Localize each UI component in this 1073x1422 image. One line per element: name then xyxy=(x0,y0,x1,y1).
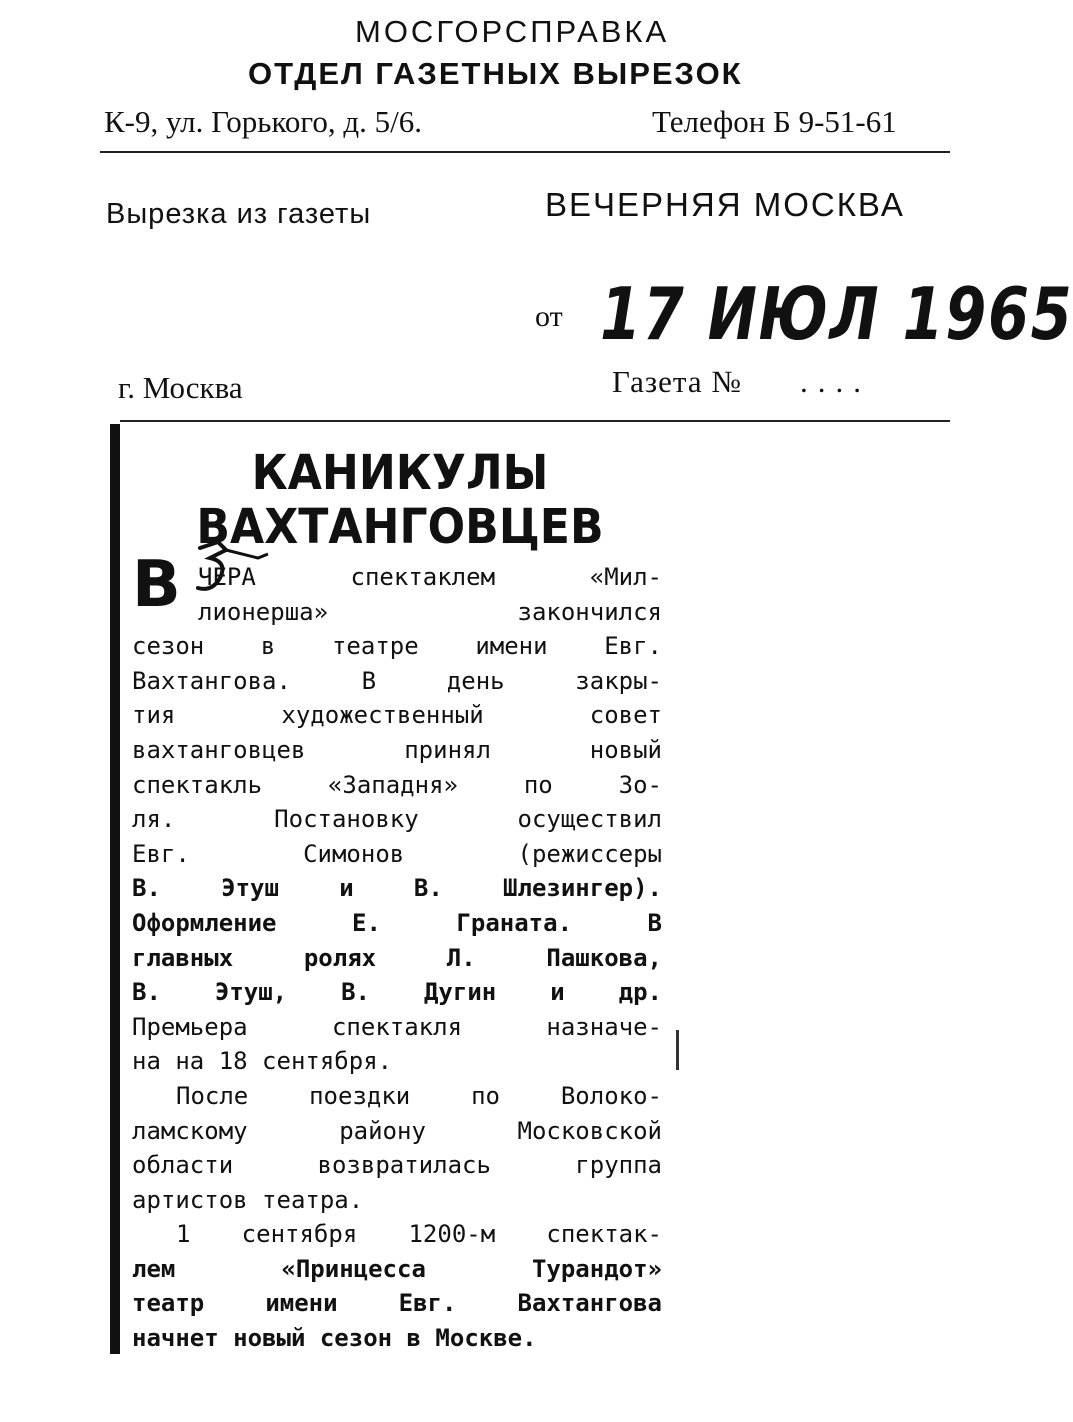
article-line: на на 18 сентября. xyxy=(132,1047,393,1076)
clipping-divider xyxy=(120,420,950,422)
article-line: вахтанговцев принял новый xyxy=(132,735,662,764)
article-line: Вахтангова. В день закры- xyxy=(132,666,662,695)
clipping-edge-right xyxy=(676,1030,679,1070)
article-line: Оформление Е. Граната. В xyxy=(132,908,662,937)
header-divider xyxy=(100,151,950,153)
date-label: от xyxy=(535,300,563,333)
article-line: Премьера спектакля назначе- xyxy=(132,1012,662,1041)
headline-line-2: ВАХТАНГОВЦЕВ xyxy=(196,499,604,555)
phone-number: Телефон Б 9-51-61 xyxy=(652,104,897,139)
article-line: В. Этуш и В. Шлезингер). xyxy=(132,874,662,903)
issue-label: Газета № xyxy=(612,364,742,399)
newspaper-name: ВЕЧЕРНЯЯ МОСКВА xyxy=(545,186,905,223)
article-body xyxy=(132,560,662,1356)
clipping-source-label: Вырезка из газеты xyxy=(106,198,372,230)
article-line: ля. Постановку осуществил xyxy=(132,805,662,834)
article-line: лионерша» закончился xyxy=(198,597,662,626)
article-line: 1 сентября 1200-м спектак- xyxy=(176,1220,662,1249)
article-line: После поездки по Волоко- xyxy=(176,1081,662,1110)
city-label: г. Москва xyxy=(118,370,243,405)
article-line: начнет новый сезон в Москве. xyxy=(132,1324,537,1353)
article-line: сезон в театре имени Евг. xyxy=(132,632,662,661)
article-line: Евг. Симонов (режиссеры xyxy=(132,839,662,868)
issue-number-blank: .... xyxy=(800,364,871,399)
article-line: области возвратилась группа xyxy=(132,1151,662,1180)
article-line: ЧЕРА спектаклем «Мил- xyxy=(198,563,662,591)
clipping-edge xyxy=(110,424,120,1354)
drop-cap: В xyxy=(132,548,181,622)
article-line: спектакль «Западня» по Зо- xyxy=(132,770,662,799)
article-line: В. Этуш, В. Дугин и др. xyxy=(132,978,662,1007)
article-line: главных ролях Л. Пашкова, xyxy=(132,943,662,972)
address: К-9, ул. Горького, д. 5/6. xyxy=(104,104,423,139)
department-name: ОТДЕЛ ГАЗЕТНЫХ ВЫРЕЗОК xyxy=(248,56,743,91)
article-line: ламскому району Московской xyxy=(132,1116,662,1145)
headline-line-1: КАНИКУЛЫ xyxy=(251,445,549,501)
date-stamp: 17 ИЮЛ 1965 xyxy=(600,272,1073,356)
article-line: театр имени Евг. Вахтангова xyxy=(132,1289,662,1318)
organization-name: МОСГОРСПРАВКА xyxy=(355,14,670,49)
article-headline xyxy=(142,446,657,554)
article-line: артистов театра. xyxy=(132,1185,364,1214)
article-line: тия художественный совет xyxy=(132,701,662,730)
article-line: лем «Принцесса Турандот» xyxy=(132,1254,662,1283)
